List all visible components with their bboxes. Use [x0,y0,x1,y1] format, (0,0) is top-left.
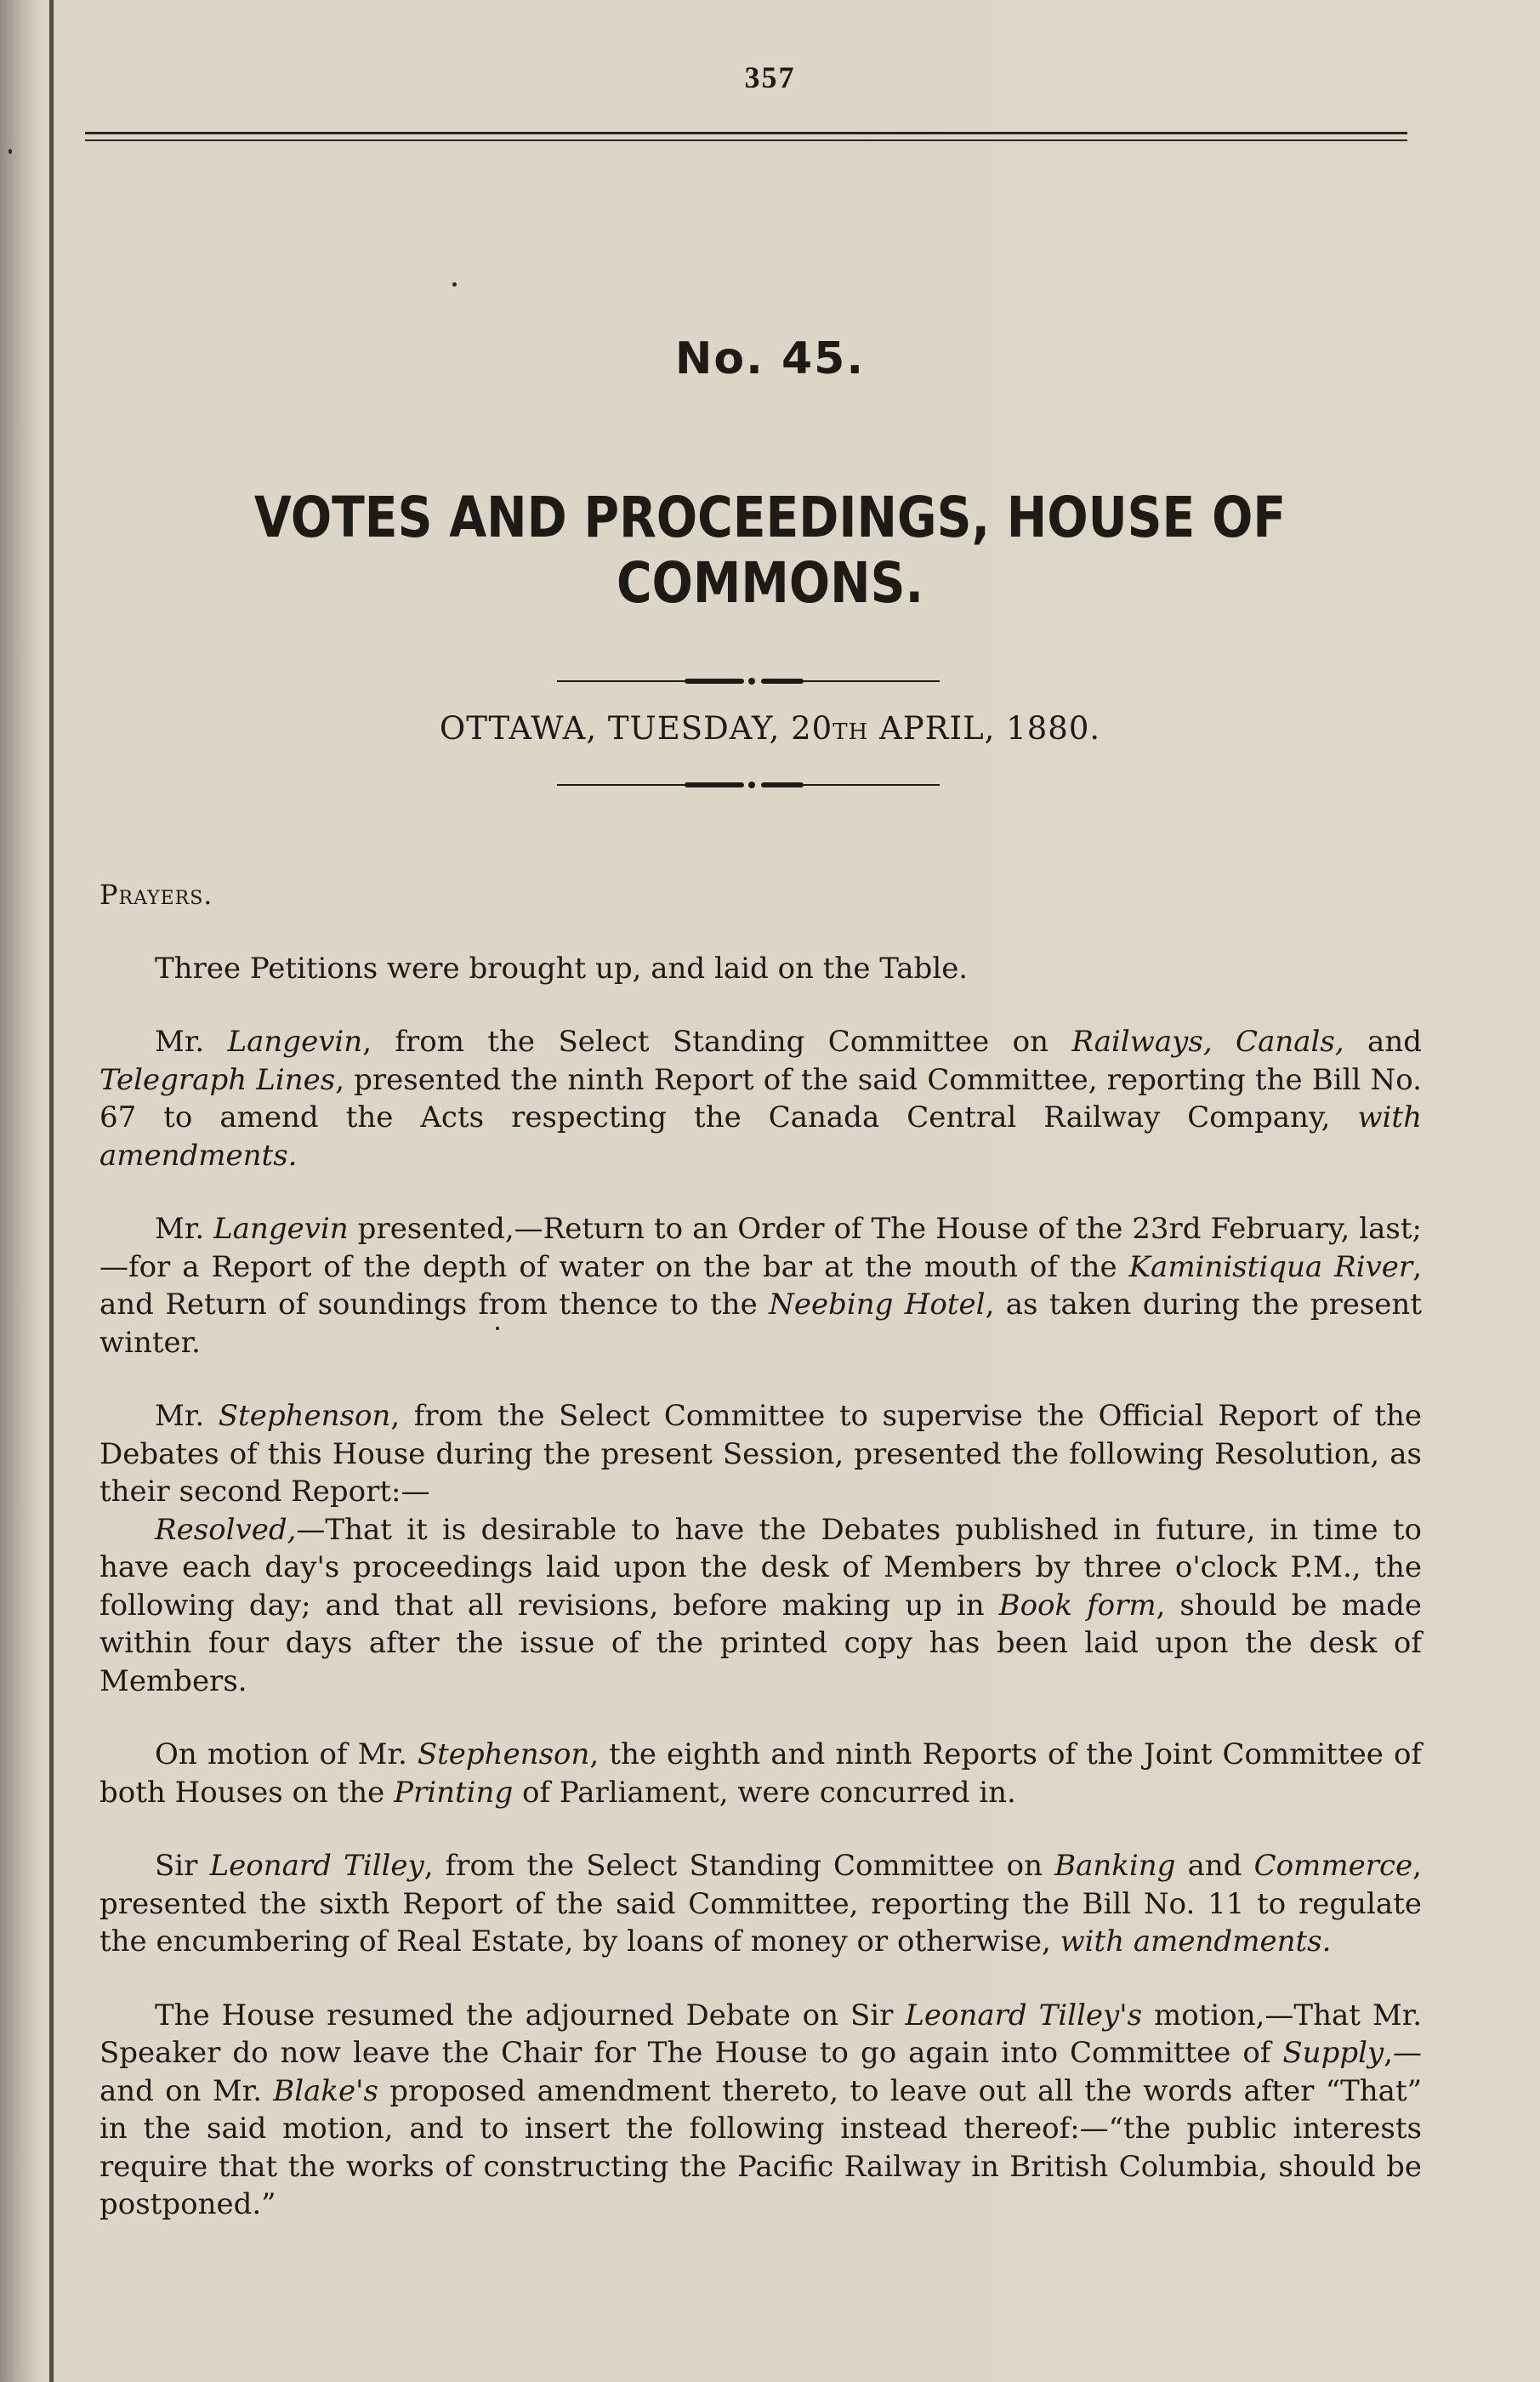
text-run: of Parliament, were concurred in. [513,1775,1016,1810]
committee-name: Printing [394,1775,514,1810]
text-run: ,—and on Mr. [99,2036,1422,2108]
prayers-heading: Prayers. [99,878,213,911]
amendments-note: with amendments. [99,1100,1422,1173]
text-run: , should be made within four days after the issue of the printed copy has been laid upon the desk of Members. [99,1588,1422,1698]
committee-name: Railways, Canals, [1071,1025,1344,1059]
dateline-start: OTTAWA, TUESDAY, 20 [439,710,833,747]
text-run: The House resumed the adjourned Debate on Sir [155,1998,906,2032]
print-speck [9,149,12,154]
committee-name: Telegraph Lines [99,1062,336,1097]
dateline-end: APRIL, 1880. [868,710,1101,747]
dateline-ordinal: TH [833,719,869,745]
supply-debate-paragraph [99,1997,1422,2224]
member-name: Leonard Tilley's [905,1998,1143,2032]
text-run: Mr. [155,1399,219,1433]
committee-name: Commerce [1253,1849,1413,1883]
member-name: Langevin [213,1212,349,1246]
print-speck [452,282,457,287]
text-run: and [1175,1849,1254,1883]
header-double-rule [85,132,1407,144]
text-run: , as taken during the present winter. [99,1288,1422,1360]
ornament-rule-top [557,676,940,686]
stephenson-report-paragraph [99,1397,1422,1511]
emphasis: Book form [998,1588,1156,1623]
member-name: Stephenson [218,1399,391,1433]
header-rule-thick [85,132,1407,134]
text-run: —That it is desirable to have the Debates published in future, in time to have each day's proceedings laid upon the desk of Members by three o'clock P.M., the following day; and that all revisions, before making up in [99,1512,1422,1623]
text-run: , from the Select Standing Committee on [423,1849,1055,1883]
ornament-rule-bottom [557,780,940,790]
text-run: , from the Select Standing Committee on [362,1025,1072,1059]
printing-reports-paragraph [99,1736,1422,1811]
print-speck [496,1327,499,1330]
langevin-return-paragraph [99,1210,1422,1362]
text-run: motion,—That Mr. Speaker do now leave the Chair for The House to go again into Committee of [99,1998,1422,2070]
resolution-paragraph [99,1511,1422,1701]
committee-name: Banking [1054,1849,1176,1883]
place-name: Kaministiqua River [1128,1249,1413,1284]
petitions-paragraph: Three Petitions were brought up, and laid on the Table. [155,951,969,986]
text-run: Mr. [155,1025,228,1059]
text-run: On motion of Mr. [155,1737,418,1771]
text-run: , and Return of soundings from thence to the [99,1249,1422,1322]
document-title: VOTES AND PROCEEDINGS, HOUSE OF COMMONS. [253,485,1287,616]
proceedings-body [99,876,1422,2260]
text-run: Mr. [155,1212,214,1246]
page-number: 357 [744,60,796,94]
member-name: Langevin [227,1025,363,1059]
resolved-label: Resolved, [155,1512,297,1547]
text-run: proposed amendment thereto, to leave out all the words after “That” in the said motion, and to insert the following instead thereof:—“the public interests require that the works of constructing the Pacific Railway in British Columbia, should be postponed.” [99,2073,1422,2221]
text-run: , presented the ninth Report of the said Committee, reporting the Bill No. 67 to amend the Acts respecting the Canada Central Railway Company, [99,1062,1422,1134]
member-name: Leonard Tilley [209,1849,424,1883]
dateline [0,710,1540,747]
text-run: , from the Select Committee to supervise the Official Report of the Debates of this House during the present Session, presented the following Resolution, as their second Report:— [99,1399,1422,1509]
issue-number: No. 45. [674,333,866,384]
member-name: Stephenson [417,1737,590,1771]
text-run: and [1344,1025,1422,1059]
committee-name: Supply [1282,2036,1384,2070]
langevin-report-paragraph [99,1023,1422,1174]
text-run: Sir [155,1849,210,1883]
member-name: Blake's [273,2073,378,2108]
amendments-note: with amendments. [1060,1924,1332,1958]
tilley-report-paragraph [99,1847,1422,1961]
text-run: presented,—Return to an Order of The House of the 23rd February, last;—for a Report of the depth of water on the bar at the mouth of the [99,1212,1422,1284]
text-run: , presented the sixth Report of the said Committee, reporting the Bill No. 11 to regulate the encumbering of Real Estate, by loans of money or otherwise, [99,1849,1422,1958]
text-run: , the eighth and ninth Reports of the Joint Committee of both Houses on the [99,1737,1422,1810]
place-name: Neebing Hotel [769,1288,986,1322]
header-rule-thin [85,139,1407,141]
